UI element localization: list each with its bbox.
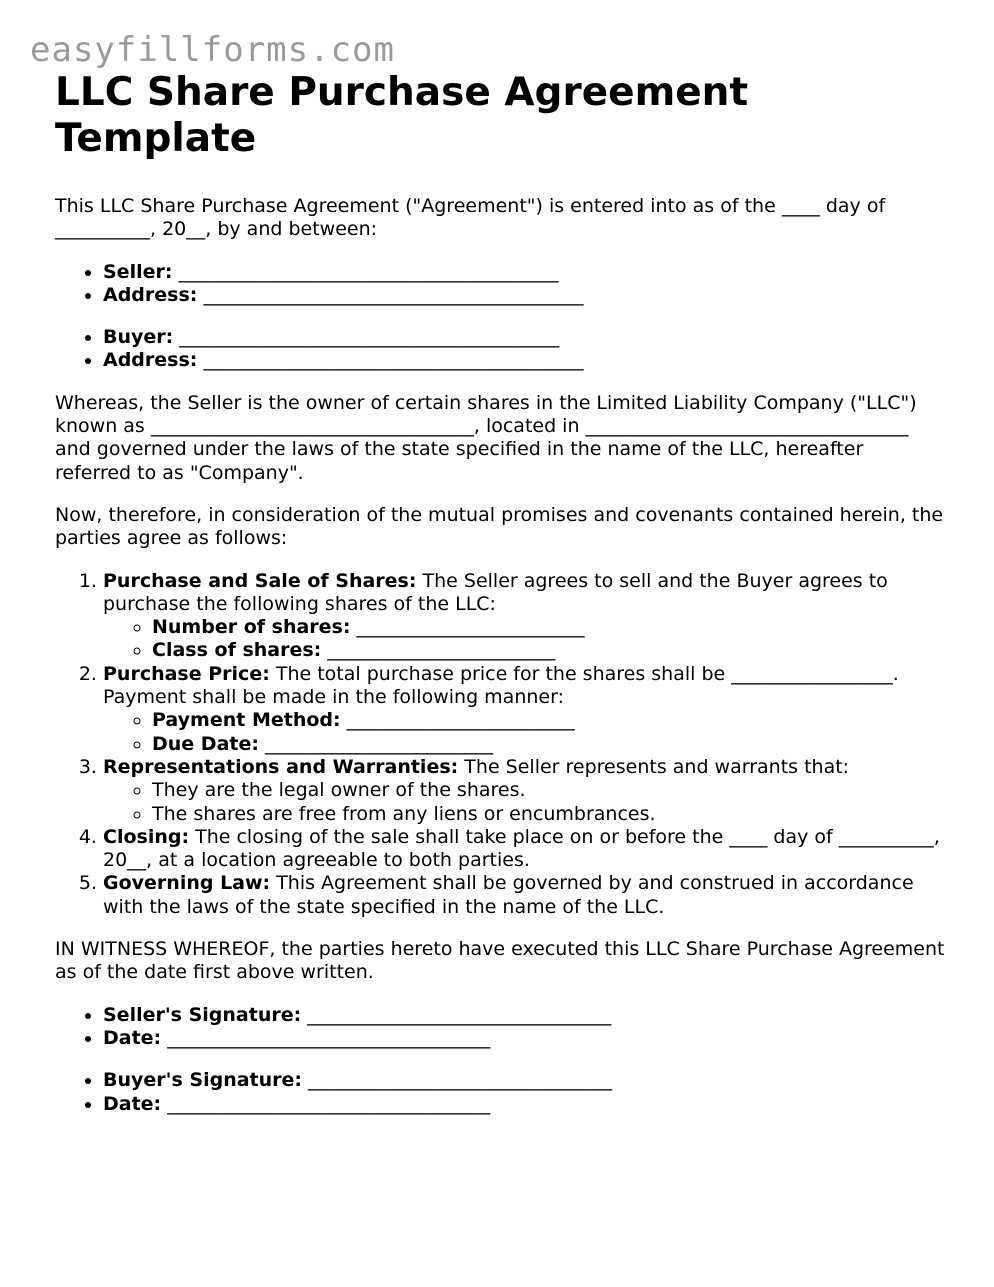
seller-date-blank: __________________________________ — [161, 1026, 491, 1049]
seller-field — [103, 261, 945, 284]
now-therefore-paragraph: Now, therefore, in consideration of the mutual promises and covenants contained herein, the parties agree as follows: — [55, 503, 944, 550]
term-item — [103, 826, 945, 873]
term-subitem-label: Payment Method: — [152, 709, 341, 732]
term-item — [103, 756, 945, 826]
seller-label: Seller: — [103, 260, 173, 283]
term-text: This Agreement shall be governed by and construed in accordance with the laws of the state specified in the name of the LLC. — [103, 872, 914, 918]
term-subitem-label: Class of shares: — [152, 639, 322, 662]
seller-date-label: Date: — [103, 1026, 162, 1049]
term-subitem — [152, 733, 945, 756]
term-subitem — [152, 616, 945, 639]
seller-block — [55, 261, 945, 308]
buyer-signature-blank: ________________________________ — [302, 1069, 613, 1092]
term-subitem — [152, 709, 945, 732]
buyer-blank: ________________________________________ — [179, 326, 560, 349]
buyer-signature-label: Buyer's Signature: — [103, 1069, 302, 1092]
seller-address-blank: ________________________________________ — [203, 283, 584, 306]
seller-blank: ________________________________________ — [178, 260, 559, 283]
term-subitem-value: ________________________ — [350, 616, 585, 639]
witness-paragraph: IN WITNESS WHEREOF, the parties hereto have executed this LLC Share Purchase Agreement as of the date first above written. — [55, 938, 945, 984]
term-subitem-value: The shares are free from any liens or encumbrances. — [152, 802, 656, 825]
term-subitem — [152, 639, 945, 662]
intro-paragraph: This LLC Share Purchase Agreement ("Agreement") is entered into as of the ____ day of __________, 20__, by and between: — [55, 195, 886, 241]
term-text: The total purchase price for the shares shall be _________________. Payment shall be made in the following manner: — [103, 662, 899, 709]
seller-address-label: Address: — [103, 283, 198, 306]
term-subitem-value: They are the legal owner of the shares. — [152, 779, 526, 802]
buyer-address-label: Address: — [103, 349, 198, 372]
terms-list — [55, 570, 945, 919]
term-text: The closing of the sale shall take place on or before the ____ day of __________, 20__, at a location agreeable to both parties. — [103, 825, 940, 872]
term-subitem — [152, 803, 945, 826]
buyer-signature-block — [55, 1069, 945, 1116]
term-subitem-value: ________________________ — [258, 732, 494, 755]
term-subitem-value: ________________________ — [321, 639, 556, 662]
term-subitem-label: Due Date: — [152, 732, 259, 755]
term-text: The Seller agrees to sell and the Buyer agrees to purchase the following shares of the LLC: — [103, 569, 888, 615]
term-heading: Governing Law: — [103, 872, 271, 895]
seller-address-field — [103, 284, 945, 307]
document-page — [55, 70, 945, 1116]
buyer-field — [103, 326, 945, 349]
document-title: LLC Share Purchase Agreement Template — [55, 70, 749, 161]
watermark: easyfillforms.com — [30, 30, 395, 70]
seller-signature-field — [103, 1004, 945, 1027]
buyer-date-label: Date: — [103, 1092, 162, 1115]
buyer-date-field — [103, 1093, 945, 1116]
term-heading: Closing: — [103, 825, 190, 848]
term-text: The Seller represents and warrants that: — [458, 755, 850, 778]
seller-signature-block — [55, 1004, 945, 1051]
term-subitem-label: Number of shares: — [152, 616, 351, 639]
buyer-address-blank: ________________________________________ — [203, 349, 584, 372]
term-heading: Purchase and Sale of Shares: — [103, 569, 417, 592]
term-item — [103, 570, 945, 663]
term-subitem — [152, 779, 945, 802]
seller-signature-blank: ________________________________ — [301, 1003, 612, 1026]
buyer-label: Buyer: — [103, 326, 174, 349]
whereas-paragraph: Whereas, the Seller is the owner of certain shares in the Limited Liability Company ("LLC") known as __________________________________, located in __________________________________ and governed under the laws of the state specified in the name of the LLC, hereafter referred to as "Company". — [55, 391, 917, 484]
buyer-address-field — [103, 349, 945, 372]
buyer-block — [55, 326, 945, 373]
seller-signature-label: Seller's Signature: — [103, 1003, 302, 1026]
buyer-date-blank: __________________________________ — [161, 1092, 491, 1115]
buyer-signature-field — [103, 1069, 945, 1092]
term-heading: Purchase Price: — [103, 662, 270, 685]
term-item — [103, 663, 945, 756]
term-heading: Representations and Warranties: — [103, 755, 459, 778]
seller-date-field — [103, 1027, 945, 1050]
term-item — [103, 872, 945, 919]
term-subitem-value: ________________________ — [340, 709, 575, 732]
